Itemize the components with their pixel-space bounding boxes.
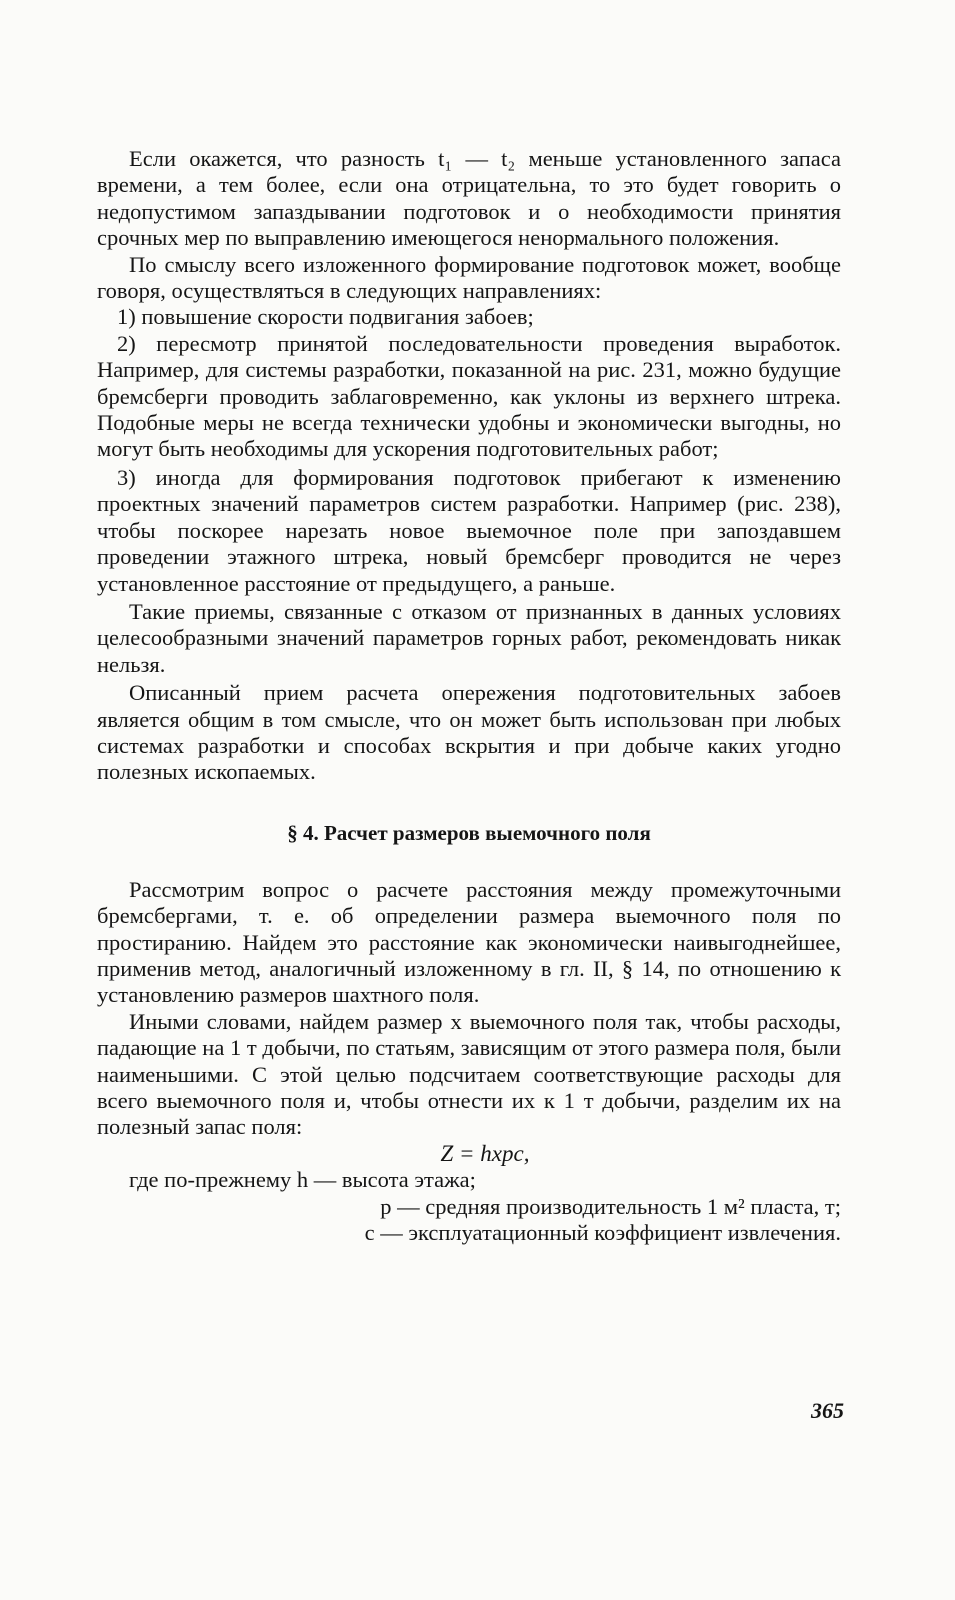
list-item: 3) иногда для формирования подготовок прибегают к изменению проектных значений параметров систем разработки. Например (рис. 238), чтобы поскорее нарезать новое выемочное поле при запоздавшем проведении этажного штрека, новый бремсберг проводится не через установленное расстояние от предыдущего, а раньше.: [97, 464, 841, 596]
page-number: 365: [811, 1398, 844, 1423]
list-item: 2) пересмотр принятой последовательности проведения выработок. Например, для системы разработки, показанной на рис. 231, можно будущие бремсберги проводить заблаговременно, как уклоны из верхнего штрека. Подобные меры не всегда технически удобны и экономически выгодны, но могут быть необходимы для ускорения подготовительных работ;: [97, 330, 841, 462]
section-heading: § 4. Расчет размеров выемочного поля: [287, 820, 651, 845]
definition: p — средняя производительность 1 м² пласта, т;: [380, 1193, 841, 1219]
paragraph: Описанный прием расчета опережения подготовительных забоев является общим в том смысле, что он может быть использован при любых системах разработки и способах вскрытия и при добыче каких угодно полезных ископаемых.: [97, 680, 841, 785]
paragraph: Если окажется, что разность t₁ — t₂ меньше установленного запаса времени, а тем более, если она отрицательна, то это будет говорить о недопустимом запаздывании подготовок и о необходимости принятия срочных мер по выправлению имеющегося ненормального положения.: [97, 146, 841, 251]
body-text: [97, 146, 841, 1246]
definition: где по-прежнему h — высота этажа;: [129, 1167, 476, 1193]
paragraph: По смыслу всего изложенного формирование подготовок может, вообще говоря, осуществляться в следующих направлениях:: [97, 251, 841, 304]
definition: c — эксплуатационный коэффициент извлечения.: [364, 1220, 841, 1246]
paragraph: Рассмотрим вопрос о расчете расстояния между промежуточными бремсбергами, т. е. об определении размера выемочного поля по простиранию. Найдем это расстояние как экономически наивыгоднейшее, применив метод, аналогичный изложенному в гл. II, § 14, по отношению к установлению размеров шахтного поля.: [97, 876, 841, 1008]
paragraph: Такие приемы, связанные с отказом от признанных в данных условиях целесообразными значений параметров горных работ, рекомендовать никак нельзя.: [97, 598, 841, 677]
list-item: 1) повышение скорости подвигания забоев;: [117, 304, 534, 330]
formula: Z = hxpc,: [440, 1140, 530, 1166]
definitions: [97, 1167, 841, 1246]
paragraph: Иными словами, найдем размер x выемочного поля так, чтобы расходы, падающие на 1 т добычи, по статьям, зависящим от этого размера поля, были наименьшими. С этой целью подсчитаем соответствующие расходы для всего выемочного поля и, чтобы отнести их к 1 т добычи, разделим их на полезный запас поля:: [97, 1008, 841, 1140]
